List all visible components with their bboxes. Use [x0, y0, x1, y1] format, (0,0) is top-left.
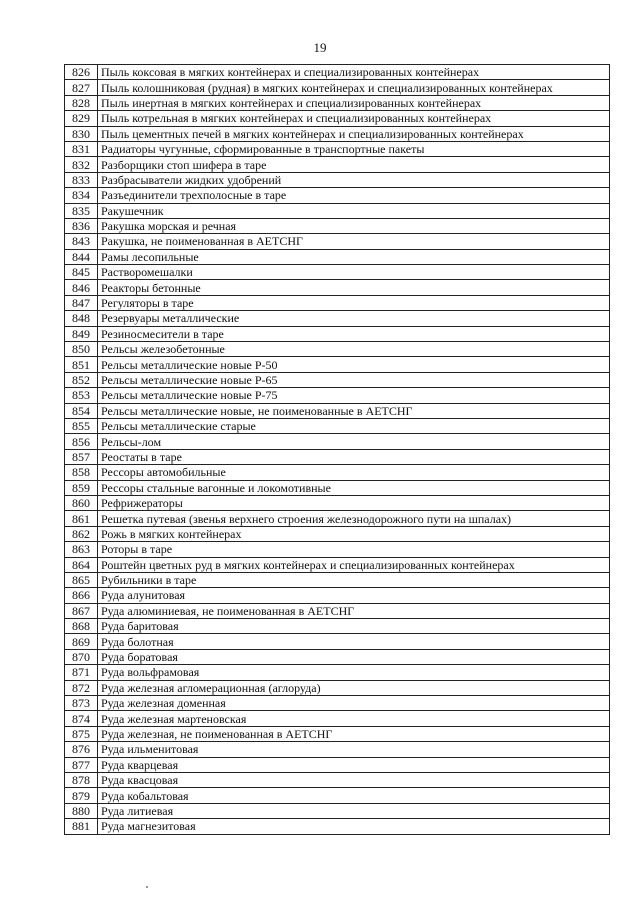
table-row [65, 495, 610, 510]
row-number: 859 [65, 480, 98, 495]
cargo-name: Руда железная, не поименованная в АЕТСНГ [98, 726, 610, 741]
row-number: 850 [65, 342, 98, 357]
row-number: 834 [65, 188, 98, 203]
cargo-name: Рамы лесопильные [98, 249, 610, 264]
row-number: 877 [65, 757, 98, 772]
row-number: 851 [65, 357, 98, 372]
table-row [65, 603, 610, 618]
cargo-name: Руда квасцовая [98, 772, 610, 787]
table-row [65, 465, 610, 480]
table-row [65, 649, 610, 664]
table-row [65, 572, 610, 587]
table-row [65, 280, 610, 295]
row-number: 858 [65, 465, 98, 480]
cargo-name: Радиаторы чугунные, сформированные в транспортные пакеты [98, 141, 610, 156]
row-number: 868 [65, 619, 98, 634]
cargo-name: Растворомешалки [98, 265, 610, 280]
row-number: 857 [65, 449, 98, 464]
table-row [65, 819, 610, 834]
table-row [65, 726, 610, 741]
table-row [65, 95, 610, 110]
cargo-name: Пыль колошниковая (рудная) в мягких контейнерах и специализированных контейнерах [98, 80, 610, 95]
cargo-name: Ракушка морская и речная [98, 218, 610, 233]
table-row [65, 126, 610, 141]
cargo-name: Реакторы бетонные [98, 280, 610, 295]
cargo-name: Руда литиевая [98, 803, 610, 818]
row-number: 830 [65, 126, 98, 141]
table-row [65, 234, 610, 249]
table-row [65, 357, 610, 372]
cargo-name: Пыль котрельная в мягких контейнерах и специализированных контейнерах [98, 111, 610, 126]
cargo-table-body [65, 65, 610, 835]
cargo-name: Рельсы металлические новые, не поименованные в АЕТСНГ [98, 403, 610, 418]
row-number: 829 [65, 111, 98, 126]
table-row [65, 80, 610, 95]
cargo-name: Резиносмесители в таре [98, 326, 610, 341]
row-number: 876 [65, 742, 98, 757]
table-row [65, 388, 610, 403]
cargo-name: Роторы в таре [98, 542, 610, 557]
cargo-name: Руда ильменитовая [98, 742, 610, 757]
table-row [65, 588, 610, 603]
table-row [65, 172, 610, 187]
cargo-name: Руда алунитовая [98, 588, 610, 603]
cargo-table [64, 64, 610, 835]
row-number: 852 [65, 372, 98, 387]
table-row [65, 372, 610, 387]
cargo-name: Руда алюминиевая, не поименованная в АЕТСНГ [98, 603, 610, 618]
table-row [65, 803, 610, 818]
row-number: 854 [65, 403, 98, 418]
table-row [65, 526, 610, 541]
table-row [65, 249, 610, 264]
cargo-name: Разъединители трехполосные в таре [98, 188, 610, 203]
cargo-name: Рельсы железобетонные [98, 342, 610, 357]
row-number: 844 [65, 249, 98, 264]
stray-dot-mark [146, 886, 148, 888]
row-number: 846 [65, 280, 98, 295]
row-number: 861 [65, 511, 98, 526]
table-row [65, 326, 610, 341]
cargo-name: Рельсы-лом [98, 434, 610, 449]
cargo-name: Разбрасыватели жидких удобрений [98, 172, 610, 187]
cargo-name: Руда кобальтовая [98, 788, 610, 803]
cargo-name: Рельсы металлические старые [98, 418, 610, 433]
row-number: 862 [65, 526, 98, 541]
table-row [65, 742, 610, 757]
cargo-name: Руда железная мартеновская [98, 711, 610, 726]
cargo-name: Рельсы металлические новые Р-65 [98, 372, 610, 387]
cargo-name: Регуляторы в таре [98, 295, 610, 310]
row-number: 881 [65, 819, 98, 834]
row-number: 875 [65, 726, 98, 741]
table-row [65, 188, 610, 203]
row-number: 827 [65, 80, 98, 95]
row-number: 831 [65, 141, 98, 156]
row-number: 836 [65, 218, 98, 233]
row-number: 835 [65, 203, 98, 218]
row-number: 843 [65, 234, 98, 249]
row-number: 871 [65, 665, 98, 680]
row-number: 870 [65, 649, 98, 664]
row-number: 865 [65, 572, 98, 587]
row-number: 845 [65, 265, 98, 280]
table-row [65, 418, 610, 433]
row-number: 869 [65, 634, 98, 649]
table-row [65, 665, 610, 680]
table-row [65, 619, 610, 634]
table-row [65, 65, 610, 80]
cargo-name: Рессоры автомобильные [98, 465, 610, 480]
row-number: 866 [65, 588, 98, 603]
cargo-name: Рельсы металлические новые Р-75 [98, 388, 610, 403]
table-row [65, 711, 610, 726]
table-row [65, 511, 610, 526]
table-row [65, 680, 610, 695]
cargo-name: Рельсы металлические новые Р-50 [98, 357, 610, 372]
table-row [65, 265, 610, 280]
page-number: 19 [313, 40, 327, 55]
table-row [65, 403, 610, 418]
cargo-name: Ракушка, не поименованная в АЕТСНГ [98, 234, 610, 249]
row-number: 849 [65, 326, 98, 341]
cargo-name: Пыль цементных печей в мягких контейнерах и специализированных контейнерах [98, 126, 610, 141]
table-row [65, 557, 610, 572]
table-row [65, 111, 610, 126]
row-number: 848 [65, 311, 98, 326]
table-row [65, 218, 610, 233]
row-number: 855 [65, 418, 98, 433]
row-number: 826 [65, 65, 98, 80]
table-row [65, 480, 610, 495]
cargo-name: Пыль коксовая в мягких контейнерах и специализированных контейнерах [98, 65, 610, 80]
row-number: 867 [65, 603, 98, 618]
cargo-name: Рессоры стальные вагонные и локомотивные [98, 480, 610, 495]
cargo-name: Резервуары металлические [98, 311, 610, 326]
row-number: 873 [65, 696, 98, 711]
cargo-name: Решетка путевая (звенья верхнего строения железнодорожного пути на шпалах) [98, 511, 610, 526]
cargo-name: Руда боратовая [98, 649, 610, 664]
row-number: 878 [65, 772, 98, 787]
table-row [65, 542, 610, 557]
cargo-name: Руда баритовая [98, 619, 610, 634]
table-row [65, 788, 610, 803]
cargo-name: Руда магнезитовая [98, 819, 610, 834]
cargo-name: Руда железная агломерационная (аглоруда) [98, 680, 610, 695]
row-number: 863 [65, 542, 98, 557]
cargo-name: Ракушечник [98, 203, 610, 218]
table-row [65, 342, 610, 357]
table-row [65, 311, 610, 326]
cargo-name: Рефрижераторы [98, 495, 610, 510]
row-number: 833 [65, 172, 98, 187]
row-number: 856 [65, 434, 98, 449]
table-row [65, 141, 610, 156]
row-number: 828 [65, 95, 98, 110]
row-number: 853 [65, 388, 98, 403]
table-row [65, 434, 610, 449]
row-number: 880 [65, 803, 98, 818]
row-number: 874 [65, 711, 98, 726]
row-number: 879 [65, 788, 98, 803]
cargo-name: Рубильники в таре [98, 572, 610, 587]
cargo-name: Руда кварцевая [98, 757, 610, 772]
cargo-name: Пыль инертная в мягких контейнерах и специализированных контейнерах [98, 95, 610, 110]
table-row [65, 696, 610, 711]
row-number: 872 [65, 680, 98, 695]
row-number: 847 [65, 295, 98, 310]
cargo-name: Роштейн цветных руд в мягких контейнерах и специализированных контейнерах [98, 557, 610, 572]
cargo-name: Руда вольфрамовая [98, 665, 610, 680]
cargo-name: Руда болотная [98, 634, 610, 649]
table-row [65, 157, 610, 172]
cargo-name: Руда железная доменная [98, 696, 610, 711]
cargo-name: Реостаты в таре [98, 449, 610, 464]
table-row [65, 203, 610, 218]
cargo-name: Рожь в мягких контейнерах [98, 526, 610, 541]
row-number: 860 [65, 495, 98, 510]
table-row [65, 634, 610, 649]
row-number: 864 [65, 557, 98, 572]
table-row [65, 449, 610, 464]
table-row [65, 757, 610, 772]
table-row [65, 295, 610, 310]
row-number: 832 [65, 157, 98, 172]
table-row [65, 772, 610, 787]
cargo-name: Разборщики стоп шифера в таре [98, 157, 610, 172]
